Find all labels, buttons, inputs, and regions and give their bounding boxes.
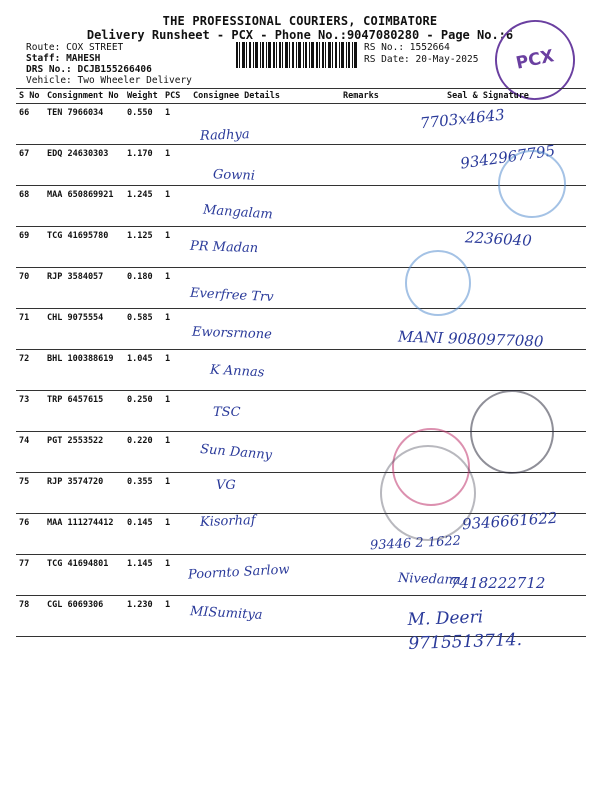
barcode-image: [236, 42, 358, 68]
row-pcs: 1: [162, 104, 190, 145]
row-consignment-no: MAA 111274412: [44, 514, 124, 555]
vehicle-line: [26, 75, 192, 86]
col-header-remarks: Remarks: [340, 89, 390, 104]
consignee-handwriting: Radhya: [199, 127, 250, 144]
row-consignment-no: TCG 41694801: [44, 555, 124, 596]
row-sno: 78: [16, 596, 44, 637]
table-row: [16, 473, 586, 514]
row-weight: 0.220: [124, 432, 162, 473]
row-sno: 76: [16, 514, 44, 555]
row-pcs: 1: [162, 555, 190, 596]
pcx-stamp-text: PCX: [514, 46, 556, 74]
row-sno: 69: [16, 227, 44, 268]
signature-name-handwriting: Nivedana: [397, 570, 462, 589]
row-consignment-no: PGT 2553522: [44, 432, 124, 473]
row-pcs: 1: [162, 391, 190, 432]
row-remarks-cell: [340, 104, 390, 145]
row-pcs: 1: [162, 145, 190, 186]
row-sno: 73: [16, 391, 44, 432]
row-sno: 71: [16, 309, 44, 350]
row-pcs: 1: [162, 309, 190, 350]
rs-no-value: 1552664: [409, 42, 450, 53]
signature-handwriting: 9342967795: [459, 141, 557, 173]
signature-handwriting: MANI 9080977080: [397, 327, 544, 351]
signature-handwriting: 7418222712: [450, 574, 546, 592]
row-consignment-no: TCG 41695780: [44, 227, 124, 268]
round-seal-stamp: [498, 150, 566, 218]
row-pcs: 1: [162, 596, 190, 637]
consignee-handwriting: MISumitya: [189, 604, 263, 623]
rs-no-label: RS No.:: [364, 42, 405, 53]
row-remarks-cell: [340, 145, 390, 186]
row-weight: 1.045: [124, 350, 162, 391]
signature-handwriting-extra: 93446 2 1622: [369, 533, 462, 554]
row-sno: 67: [16, 145, 44, 186]
route-label: Route:: [26, 42, 61, 53]
vehicle-value: Two Wheeler Delivery: [77, 75, 192, 86]
runsheet-subtitle: Delivery Runsheet - PCX - Phone No.:9047080280 - Page No.:6: [86, 28, 514, 42]
row-pcs: 1: [162, 473, 190, 514]
row-remarks-cell: [340, 227, 390, 268]
table-row: [16, 268, 586, 309]
consignee-handwriting: Kisorhaf: [199, 513, 256, 530]
consignee-handwriting: PR Madan: [189, 238, 259, 257]
row-remarks-cell: [340, 596, 390, 637]
row-pcs: 1: [162, 350, 190, 391]
row-consignment-no: CGL 6069306: [44, 596, 124, 637]
row-remarks-cell: [340, 350, 390, 391]
row-pcs: 1: [162, 186, 190, 227]
row-pcs: 1: [162, 268, 190, 309]
table-row: [16, 350, 586, 391]
row-consignment-no: EDQ 24630303: [44, 145, 124, 186]
trading-seal-stamp: [405, 250, 471, 316]
row-consignment-no: MAA 650869921: [44, 186, 124, 227]
row-sno: 66: [16, 104, 44, 145]
drs-line: [26, 64, 152, 75]
row-pcs: 1: [162, 514, 190, 555]
row-weight: 0.180: [124, 268, 162, 309]
row-remarks-cell: [340, 186, 390, 227]
route-line: [26, 42, 123, 53]
col-header-consignment: Consignment No: [44, 89, 124, 104]
signature-handwriting: 7703x4643: [419, 105, 506, 133]
staff-label: Staff:: [26, 53, 61, 64]
row-weight: 1.170: [124, 145, 162, 186]
row-sno: 70: [16, 268, 44, 309]
drs-value: DCJB155266406: [77, 64, 152, 75]
row-pcs: 1: [162, 432, 190, 473]
signature-handwriting: 2236040: [464, 228, 533, 250]
consignee-handwriting: Mangalam: [202, 202, 274, 223]
row-sno: 74: [16, 432, 44, 473]
consignee-handwriting: TSC: [213, 405, 241, 420]
row-remarks-cell: [340, 432, 390, 473]
row-weight: 0.145: [124, 514, 162, 555]
row-weight: 1.125: [124, 227, 162, 268]
row-consignment-no: RJP 3574720: [44, 473, 124, 514]
consignee-handwriting: Gowni: [212, 167, 256, 184]
spares-centre-seal-stamp: [470, 390, 554, 474]
rs-date-label: RS Date:: [364, 54, 410, 65]
consignee-handwriting: Everfree Trv: [189, 285, 274, 306]
row-consignee-cell: [190, 473, 340, 514]
staff-value: MAHESH: [66, 53, 101, 64]
rs-no-line: [364, 42, 450, 53]
row-remarks-cell: [340, 391, 390, 432]
row-weight: 0.550: [124, 104, 162, 145]
consignee-handwriting: VG: [216, 478, 236, 493]
staff-line: [26, 53, 100, 64]
row-weight: 0.585: [124, 309, 162, 350]
row-consignment-no: TRP 6457615: [44, 391, 124, 432]
vehicle-label: Vehicle:: [26, 75, 72, 86]
row-remarks-cell: [340, 268, 390, 309]
rs-date-value: 20-May-2025: [415, 54, 479, 65]
row-sno: 68: [16, 186, 44, 227]
drs-label: DRS No.:: [26, 64, 72, 75]
row-pcs: 1: [162, 227, 190, 268]
table-header-row: [16, 89, 586, 104]
row-weight: 1.145: [124, 555, 162, 596]
consignee-handwriting: Eworsrnone: [191, 324, 273, 343]
col-header-pcs: PCS: [162, 89, 190, 104]
company-title: THE PROFESSIONAL COURIERS, COIMBATORE: [162, 14, 438, 28]
signature-handwriting: 9346661622: [461, 508, 558, 534]
row-remarks-cell: [340, 309, 390, 350]
row-consignment-no: TEN 7966034: [44, 104, 124, 145]
row-consignment-no: RJP 3584057: [44, 268, 124, 309]
col-header-weight: Weight: [124, 89, 162, 104]
col-header-sno: S No: [16, 89, 44, 104]
dark-seal-stamp: [380, 445, 476, 541]
row-consignment-no: BHL 100388619: [44, 350, 124, 391]
consignee-handwriting: Sun Danny: [199, 441, 273, 464]
row-sno: 77: [16, 555, 44, 596]
rs-date-line: [364, 54, 478, 65]
row-sno: 75: [16, 473, 44, 514]
row-weight: 0.250: [124, 391, 162, 432]
signature-handwriting: M. Deeri 9715513714.: [407, 607, 523, 654]
consignee-handwriting: Poornto Sarlow: [187, 562, 290, 583]
col-header-consignee: Consignee Details: [190, 89, 340, 104]
row-weight: 1.245: [124, 186, 162, 227]
row-weight: 0.355: [124, 473, 162, 514]
row-weight: 1.230: [124, 596, 162, 637]
col-header-signature: Seal & Signature: [390, 89, 586, 104]
consignee-handwriting: K Annas: [209, 362, 265, 381]
row-consignment-no: CHL 9075554: [44, 309, 124, 350]
row-signature-cell: [390, 350, 586, 391]
row-remarks-cell: [340, 555, 390, 596]
route-value: COX STREET: [66, 42, 124, 53]
row-sno: 72: [16, 350, 44, 391]
